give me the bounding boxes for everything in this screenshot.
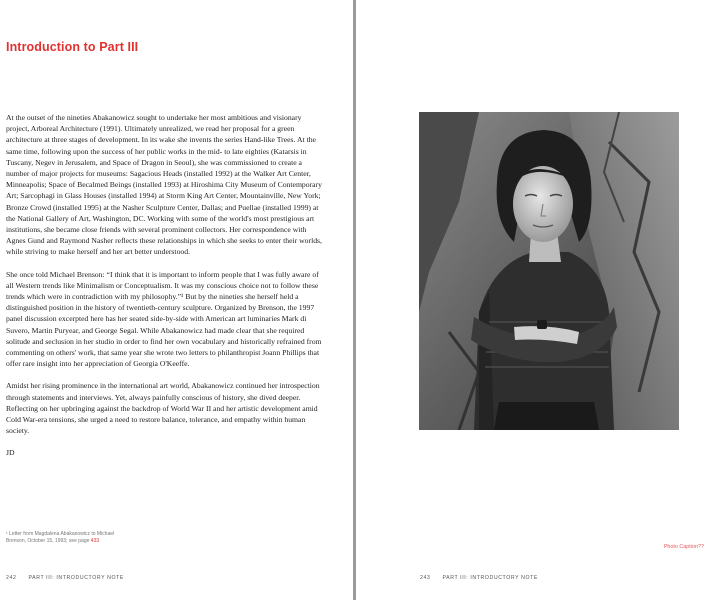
- left-page: [0, 0, 353, 600]
- paragraph-3: Amidst her rising prominence in the international art world, Abakanowicz continued her introspection through statements and interviews. Yet, always painfully conscious of history, she dived deeper. Reflecting on her upbringing against the backdrop of World War II and her artistic development amid Cold War-era tensions, she urged a need to restore balance, tolerance, and empathy within human society.: [6, 381, 320, 436]
- footnote: [6, 531, 116, 545]
- left-page-number: 242: [6, 575, 17, 581]
- paragraph-2: She once told Michael Brenson: “I think that it is important to inform people that I was fully aware of all Western trends like Minimalism or Conceptualism. It was my conscious choice not to follow these trends which were in contradiction with my philosophy.”¹ But by the nineties she herself held a distinguished position in the history of twentieth-century sculpture. Organized by Brenson, the 1997 panel discussion excerpted here has her seated side-by-side with American art luminaries Mark di Suvero, Martin Puryear, and George Segal. While Abakanowicz had made clear that she required solitude and seclusion in her studio in order to find her own vocabulary and historically refrained from commenting on others' work, that same year she wrote two letters to philanthropist Joann Phillips that offer rare insight into her appreciation of Georgia O'Keeffe.: [6, 269, 322, 369]
- author-signature: JD: [6, 448, 15, 458]
- footnote-page-link[interactable]: 433: [90, 537, 100, 544]
- paragraph-1: At the outset of the nineties Abakanowicz sought to undertake her most ambitious and visionary project, Arboreal Architecture (1991). Ultimately unrealized, we read her proposal for a green architecture at three stages of development. In its wake she invents the series Hand-like Trees. At the same time, following upon the success of her public works in the mid- to late eighties (Katarsis in Tuscany, Negev in Jerusalem, and Space of Dragon in Seoul), she was commissioned to create a number of major projects for museums: Sagacious Heads (installed 1992) at the Walker Art Center, Minneapolis; Space of Becalmed Beings (installed 1993) at Hiroshima City Museum of Contemporary Art; Sarcophagi in Glass Houses (installed 1994) at Storm King Art Center, Mountainville, New York; Bronze Crowd (installed 1995) at the Nasher Sculpture Center, Dallas; and Puellae (installed 1999) at the National Gallery of Art, Washington, DC. Working with some of the world's most prestigious art institutions, she became close friends with several prominent collectors. Her correspondence with Agnes Gund and Raymond Nasher reflects these relationships in which she seeks to enter their worlds, while striving to make herself and her art better understood.: [6, 113, 322, 257]
- body-text: [6, 112, 324, 470]
- photo-caption: Photo Caption??: [663, 544, 704, 550]
- right-page-number: 243: [420, 575, 431, 581]
- footnote-text: ¹ Letter from Magdalena Abakanowicz to Michael Brenson, October 15, 1993; see page: [6, 531, 115, 544]
- right-folio: [420, 575, 538, 581]
- left-running-head: PART III: INTRODUCTORY NOTE: [28, 575, 124, 581]
- portrait-photo: [419, 112, 679, 430]
- right-page: [356, 0, 709, 600]
- section-title: Introduction to Part III: [6, 40, 139, 54]
- left-folio: [6, 575, 124, 581]
- right-running-head: PART III: INTRODUCTORY NOTE: [442, 575, 538, 581]
